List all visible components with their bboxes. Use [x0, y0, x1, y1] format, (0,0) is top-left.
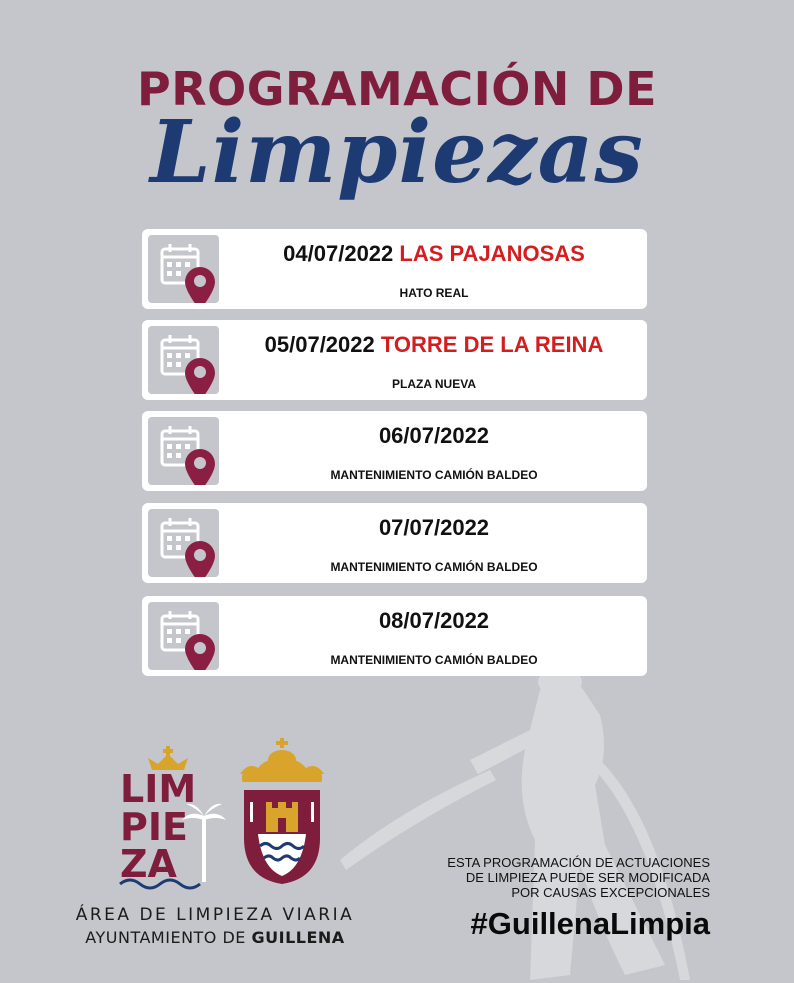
calendar-pin-icon — [148, 417, 219, 485]
schedule-date: 08/07/2022 — [378, 608, 490, 633]
schedule-notice — [408, 855, 710, 900]
schedule-card — [142, 320, 647, 400]
calendar-pin-icon — [148, 509, 219, 577]
title-programacion: PROGRAMACIÓN DE — [137, 62, 657, 116]
schedule-detail: MANTENIMIENTO CAMIÓN BALDEO — [330, 468, 538, 482]
schedule-detail: MANTENIMIENTO CAMIÓN BALDEO — [330, 560, 538, 574]
palm-tree-icon — [182, 804, 226, 882]
limpieza-logo — [118, 742, 230, 892]
calendar-pin-icon — [148, 602, 219, 670]
ayuntamiento-prefix: AYUNTAMIENTO DE — [85, 928, 246, 947]
schedule-detail: MANTENIMIENTO CAMIÓN BALDEO — [330, 653, 538, 667]
logo-word-za: ZA — [120, 842, 177, 886]
guillena-coat-of-arms — [236, 736, 328, 888]
notice-line: DE LIMPIEZA PUEDE SER MODIFICADA — [465, 870, 710, 885]
schedule-date: 06/07/2022 — [378, 423, 490, 448]
schedule-card — [142, 229, 647, 309]
title-limpiezas: Limpiezas — [150, 102, 644, 203]
calendar-pin-icon — [148, 326, 219, 394]
schedule-date: 07/07/2022 — [378, 515, 490, 540]
ayuntamiento-name — [40, 928, 390, 947]
schedule-detail: HATO REAL — [399, 286, 469, 300]
schedule-date: 05/07/2022 — [264, 332, 375, 357]
notice-line: POR CAUSAS EXCEPCIONALES — [511, 885, 710, 900]
schedule-card — [142, 503, 647, 583]
schedule-detail: PLAZA NUEVA — [392, 377, 476, 391]
notice-line: ESTA PROGRAMACIÓN DE ACTUACIONES — [447, 855, 710, 870]
schedule-date: 04/07/2022 — [283, 241, 394, 266]
area-name: ÁREA DE LIMPIEZA VIARIA — [75, 905, 355, 925]
schedule-card — [142, 596, 647, 676]
ayuntamiento-town: GUILLENA — [251, 928, 345, 947]
calendar-pin-icon — [148, 235, 219, 303]
schedule-card — [142, 411, 647, 491]
schedule-place: TORRE DE LA REINA — [380, 332, 604, 357]
schedule-place: LAS PAJANOSAS — [399, 241, 585, 266]
hashtag: #GuillenaLimpia — [470, 906, 710, 941]
logo-word-lim: LIM — [120, 767, 197, 811]
logo-word-pie: PIE — [120, 805, 188, 849]
